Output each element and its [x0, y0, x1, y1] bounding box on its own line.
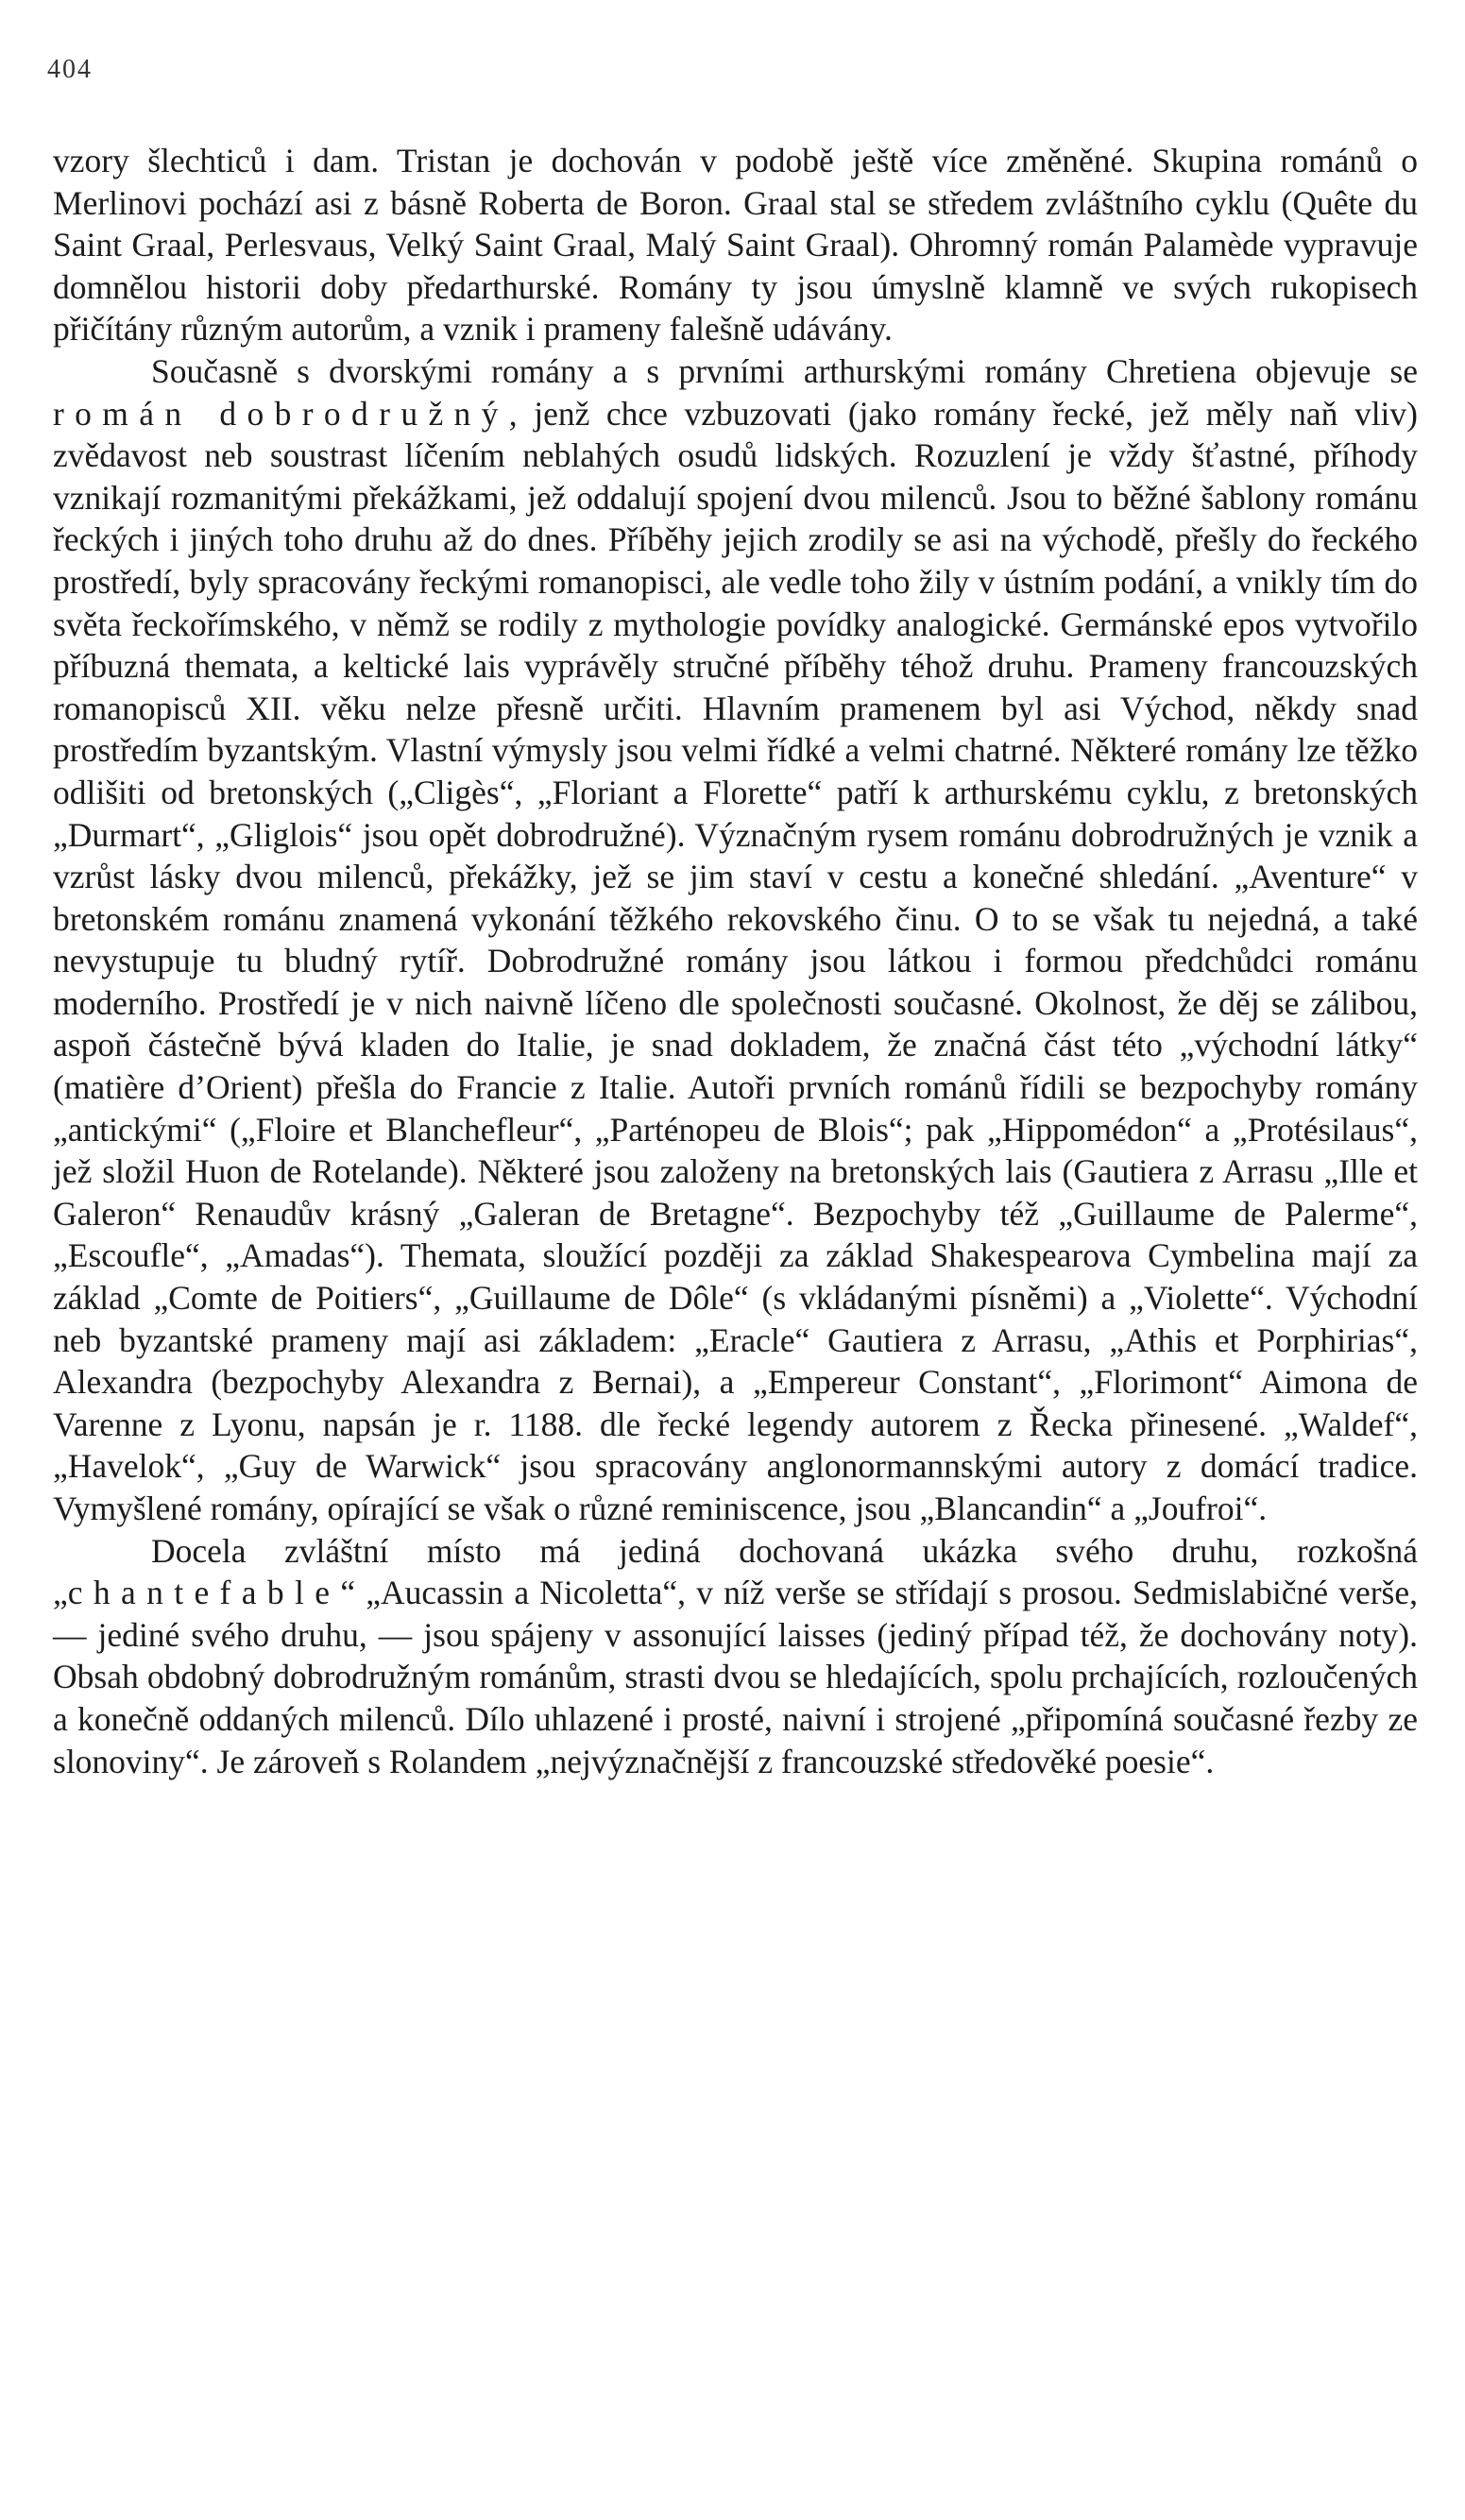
paragraph-2	[53, 350, 1418, 1530]
paragraph-1	[53, 140, 1418, 350]
paragraph-1-text: vzory šlechticů i dam. Tristan je dochován v podobě ještě více změněné. Skupina románů o Merlinovi pochází asi z básně Roberta de Boron. Graal stal se středem zvláštního cyklu (Quête du Saint Graal, Perlesvaus, Velký Saint Graal, Malý Saint Graal). Ohromný román Palamède vypravuje domnělou historii doby předarthurské. Romány ty jsou úmyslně klamně ve svých rukopisech přičítány různým autorům, a vznik i prameny falešně udávány.	[53, 142, 1418, 349]
paragraph-3-text-start: Docela zvláštní místo má jediná dochovaná ukázka svého druhu, rozkošná „	[53, 1531, 1418, 1612]
term-chantefable: chantefable	[67, 1574, 341, 1612]
body-text	[53, 140, 1418, 1782]
paragraph-3	[53, 1530, 1418, 1783]
paragraph-3-text-rest: “ „Aucassin a Nicoletta“, v níž verše se střídají s prosou. Sedmislabičné verše, — jediné svého druhu, — jsou spájeny v assonující laisses (jediný případ též, že dochovány noty). Obsah obdobný dobrodružným románům, strasti dvou se hledajících, spolu prchajících, rozloučených a konečně oddaných milenců. Dílo uhlazené i prosté, naivní i strojené „připomíná současné řezby ze slonoviny“. Je zároveň s Rolandem „nejvýznačnější z francouzské středověké poesie“.	[53, 1574, 1418, 1780]
page-number: 404	[47, 55, 93, 84]
paragraph-2-text-start: Současně s dvorskými romány a s prvními arthurskými romány Chretiena objevuje se	[151, 351, 1418, 390]
paragraph-2-text-rest: , jenž chce vzbuzovati (jako romány řecké, jež měly naň vliv) zvědavost neb soustrast líčením neblahých osudů lidských. Rozuzlení je vždy šťastné, příhody vznikají rozmanitými překážkami, jež oddalují spojení dvou milenců. Jsou to běžné šablony románu řeckých i jiných toho druhu až do dnes. Příběhy jejich zrodily se asi na východě, přešly do řeckého prostředí, byly spracovány řeckými romanopisci, ale vedle toho žily v ústním podání, a vnikly tím do světa řeckořímského, v němž se rodily z mythologie povídky analogické. Germánské epos vytvořilo příbuzná themata, a keltické lais vyprávěly stručné příběhy téhož druhu. Prameny francouzských romanopisců XII. věku nelze přesně určiti. Hlavním pramenem byl asi Východ, někdy snad prostředím byzantským. Vlastní výmysly jsou velmi řídké a velmi chatrné. Některé romány lze těžko odlišiti od bretonských („Cligès“, „Floriant a Florette“ patří k arthurskému cyklu, z bretonských „Durmart“, „Gliglois“ jsou opět dobrodružné). Význačným rysem románu dobrodružných je vznik a vzrůst lásky dvou milenců, překážky, jež se jim staví v cestu a konečné shledání. „Aventure“ v bretonském románu znamená vykonání těžkého rekovského činu. O to se však tu nejedná, a také nevystupuje tu bludný rytíř. Dobrodružné romány jsou látkou i formou předchůdci románu moderního. Prostředí je v nich naivně líčeno dle společnosti současné. Okolnost, že děj se zálibou, aspoň částečně bývá kladen do Italie, je snad dokladem, že značná část této „východní látky“ (matière d’Orient) přešla do Francie z Italie. Autoři prvních románů řídili se bezpochyby romány „antickými“ („Floire et Blanchefleur“, „Parténopeu de Blois“; pak „Hippomédon“ a „Protésilaus“, jež složil Huon de Rotelande). Některé jsou založeny na bretonských lais (Gautiera z Arrasu „Ille et Galeron“ Renaudův krásný „Galeran de Bretagne“. Bezpochyby též „Guillaume de Palerme“, „Escoufle“, „Amadas“). Themata, sloužící později za základ Shakespearova Cymbelina mají za základ „Comte de Poitiers“, „Guillaume de Dôle“ (s vkládanými písněmi) a „Violette“. Východní neb byzantské prameny mají asi základem: „Eracle“ Gautiera z Arrasu, „Athis et Porphirias“, Alexandra (bezpochyby Alexandra z Bernai), a „Empereur Constant“, „Florimont“ Aimona de Varenne z Lyonu, napsán je r. 1188. dle řecké legendy autorem z Řecka přinesené. „Waldef“, „Havelok“, „Guy de Warwick“ jsou spracovány anglonormannskými autory z domácí tradice. Vymyšlené romány, opírající se však o různé reminiscence, jsou „Blancandin“ a „Joufroi“.	[53, 394, 1418, 1527]
term-roman-dobrodruzny: román dobrodružný	[53, 394, 509, 433]
